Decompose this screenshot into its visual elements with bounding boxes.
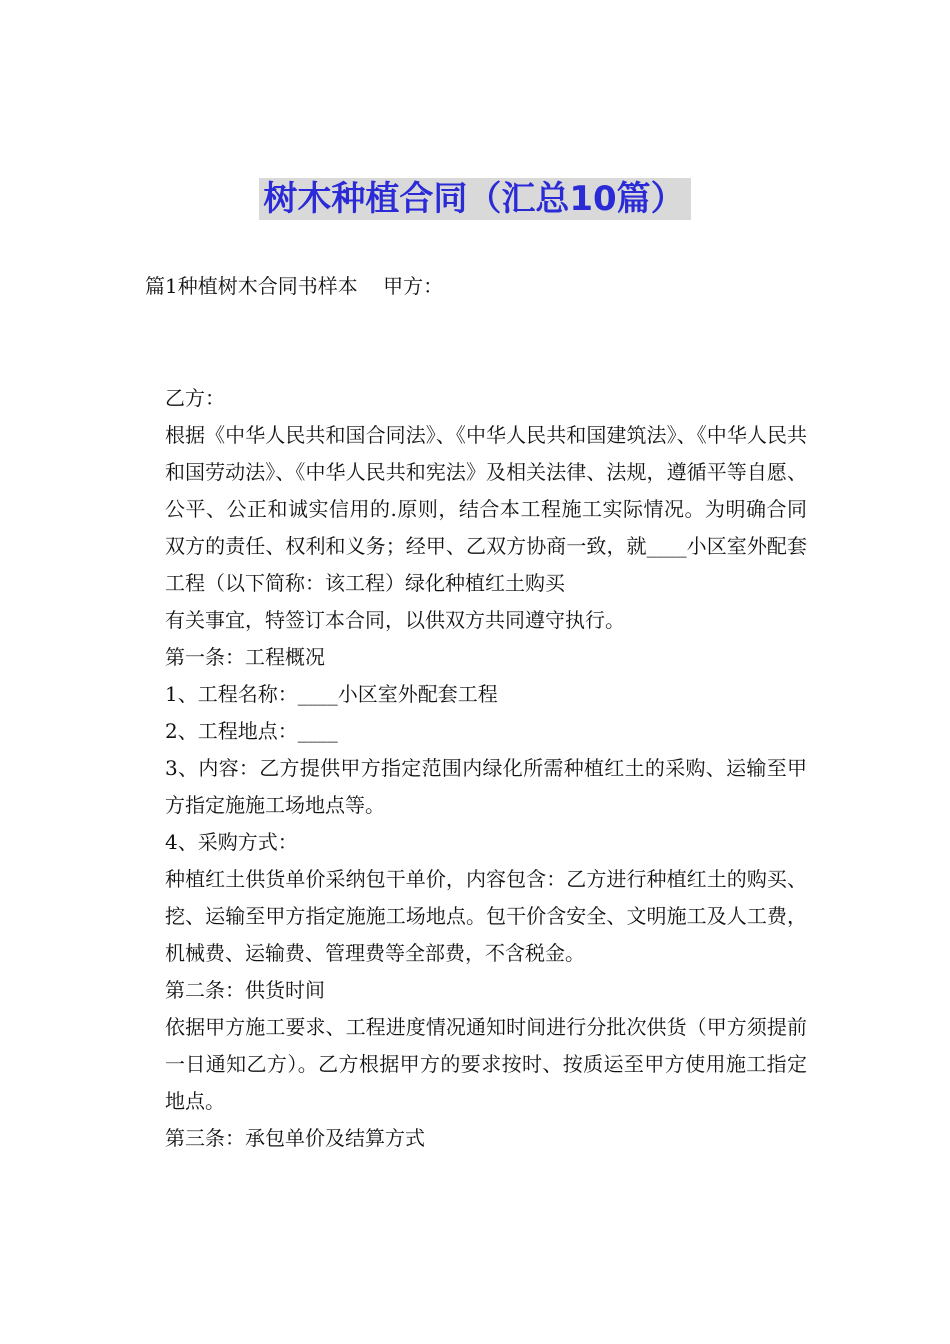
procurement-method-text: 种植红土供货单价采纳包干单价，内容包含：乙方进行种植红土的购买、挖、运输至甲方指定施施工场地点。包干价含安全、文明施工及人工费，机械费、运输费、管理费等全部费，不含税金。 (165, 867, 807, 965)
article-3-heading: 第三条：承包单价及结算方式 (165, 1126, 425, 1150)
section-heading: 篇1种植树木合同书样本 甲方： (145, 274, 444, 298)
procurement-method-heading: 4、采购方式： (165, 830, 298, 854)
article-2-heading: 第二条：供货时间 (165, 978, 325, 1002)
paragraph-legal-basis: 根据《中华人民共和国合同法》、《中华人民共和国建筑法》、《中华人民共和国劳动法》、《中华人民共和宪法》及相关法律、法规，遵循平等自愿、公平、公正和诚实信用的.原则，结合本工程施工实际情况。为明确合同双方的责任、权利和义务；经甲、乙双方协商一致，就____小区室外配套工程（以下简称：该工程）绿化种植红土购买 (165, 423, 807, 595)
article-1-heading: 第一条：工程概况 (165, 645, 325, 669)
paragraph-agreement: 有关事宜，特签订本合同，以供双方共同遵守执行。 (165, 608, 625, 632)
project-location: 2、工程地点：____ (165, 719, 338, 743)
document-body (145, 380, 807, 1157)
project-content: 3、内容：乙方提供甲方指定范围内绿化所需种植红土的采购、运输至甲方指定施施工场地点等。 (165, 756, 807, 817)
document-title: 树木种植合同（汇总10篇） (259, 178, 690, 220)
supply-time-text: 依据甲方施工要求、工程进度情况通知时间进行分批次供货（甲方须提前一日通知乙方）。乙方根据甲方的要求按时、按质运至甲方使用施工指定地点。 (165, 1015, 807, 1113)
paragraph-party-b: 乙方： (165, 386, 225, 410)
title-wrapper (0, 178, 950, 220)
project-name: 1、工程名称：____小区室外配套工程 (165, 682, 498, 706)
